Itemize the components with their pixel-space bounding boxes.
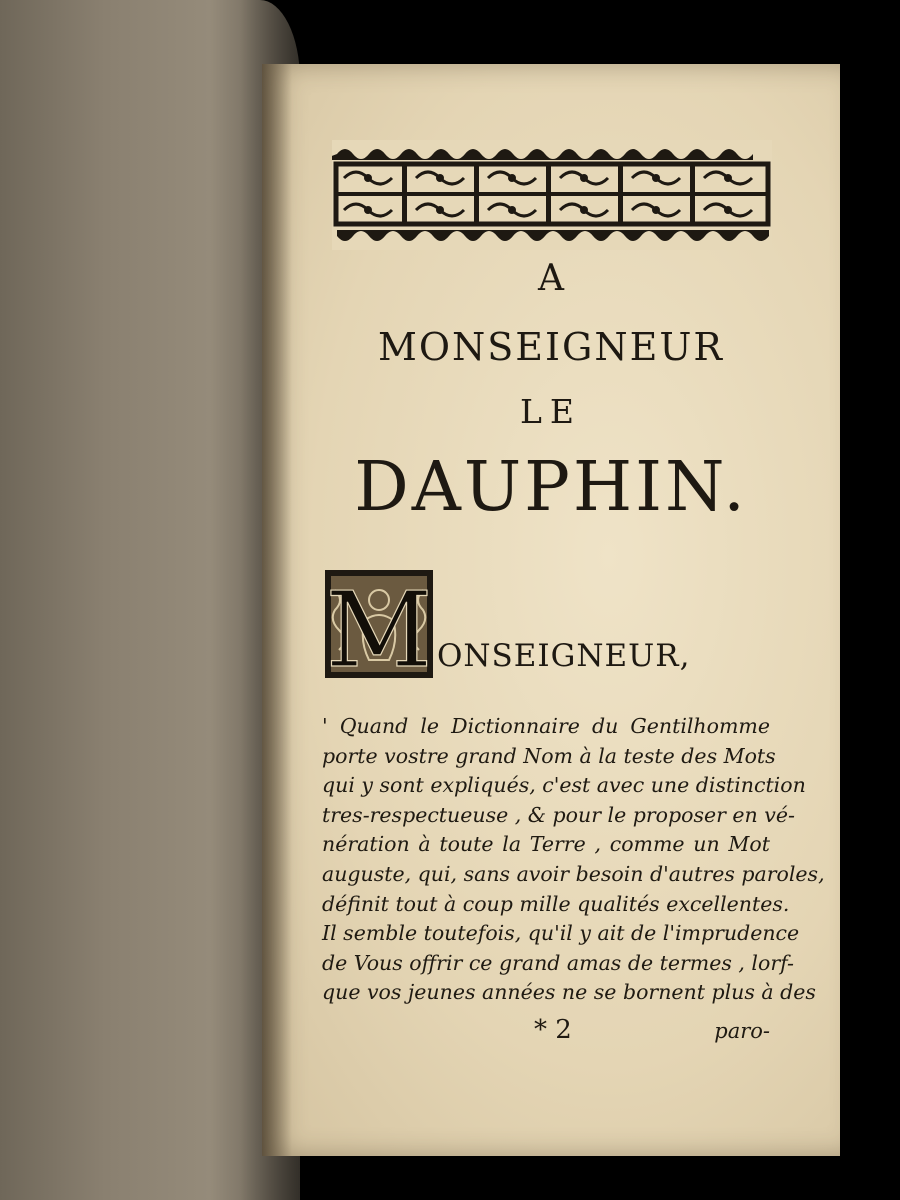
body-line: Il semble toutefois, qu'il y ait de l'imprudence [322, 921, 800, 946]
body-line: qui y sont expliqués, c'est avec une distinction [322, 773, 806, 798]
salutation: ONSEIGNEUR, [437, 638, 691, 674]
signature-mark: * 2 [534, 1015, 572, 1045]
ornamental-headpiece [332, 140, 772, 250]
heading-a: A [538, 258, 564, 299]
page-footer [322, 1015, 770, 1055]
body-line: définit tout à coup mille qualités excellentes. [322, 891, 790, 916]
body-text [322, 712, 825, 1008]
heading-dauphin: DAUPHIN. [354, 448, 748, 527]
bleed-through-text [40, 20, 53, 66]
catchword: paro- [714, 1019, 770, 1043]
body-line: que vos jeunes années ne se bornent plus à des [322, 980, 816, 1005]
body-line: auguste, qui, sans avoir besoin d'autres paroles, [322, 861, 825, 886]
dropcap-letter: M [325, 570, 433, 678]
heading-monseigneur: MONSEIGNEUR [377, 325, 725, 369]
body-line: de Vous offrir ce grand amas de termes , lorf- [322, 950, 794, 975]
heading-le: LE [519, 392, 582, 431]
body-line: ' Quand le Dictionnaire du Gentilhomme [322, 714, 770, 738]
body-line: tres-respectueuse , & pour le proposer en vé- [322, 802, 795, 827]
decorated-initial [325, 570, 433, 678]
page-gutter-shadow [262, 64, 292, 1156]
left-page [0, 0, 300, 1200]
body-line: porte vostre grand Nom à la teste des Mots [322, 743, 776, 768]
body-line: nération à toute la Terre , comme un Mot [322, 832, 770, 857]
